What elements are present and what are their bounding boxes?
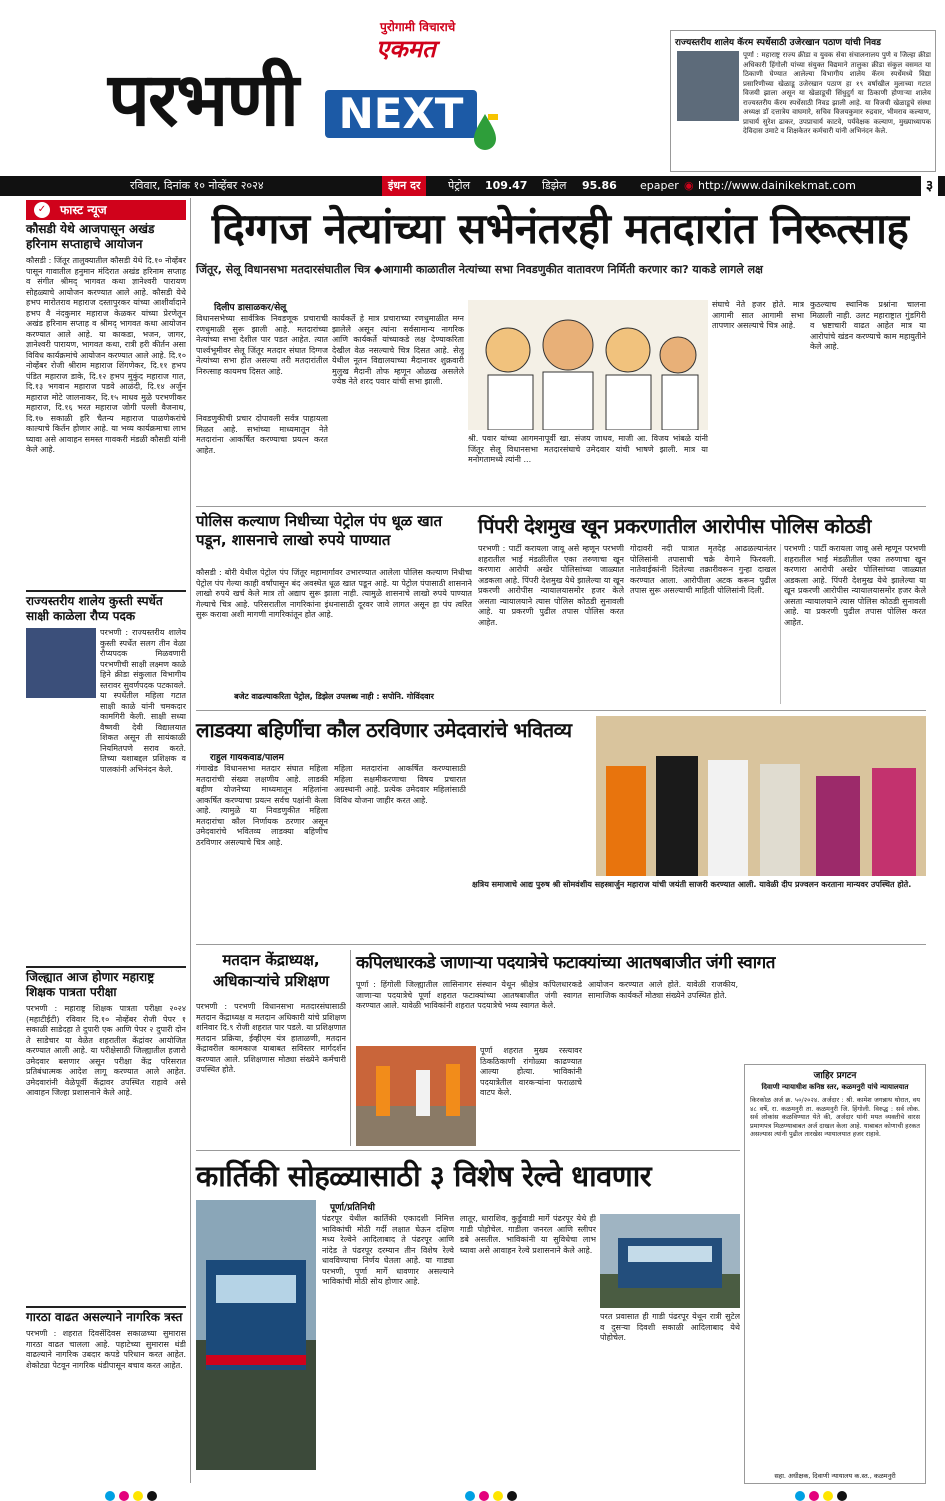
kapildhar-story-headline: कपिलधारकडे जाणाऱ्या पदयात्रेचे फटाक्यांच्या आतषबाजीत जंगी स्वागत [356, 953, 775, 973]
divider [26, 1306, 186, 1308]
column-rule [350, 950, 351, 1146]
pimpri-story-body-3: परभणी : पार्टी करायला जावू असे म्हणून परभणी शहरातील भाई मंडळीतील एका तरुणाचा खून करणारा आरोपी अखेर पोलिसांच्या जाळ्यात अडकला आहे. पिंपरी देशमुख येथे झालेल्या या खून प्रकरणी आरोपीस न्यायालयासमोर हजर केले असता न्यायालयाने त्यास पोलिस कोठडी सुनावली आहे. या प्रकरणी पुढील तपास पोलिस करत आहेत. [784, 544, 926, 627]
fast-news-item-2 [26, 594, 186, 894]
rail-story-body-2: लातूर, धाराशिव, कुर्डुवाडी मार्गे पंढरपूर येथे ही गाडी पोहोचेल. गाडीला जनरल आणि स्लीपर डबे असतील. भाविकांनी या सुविधेचा लाभ घ्यावा असे आवाहन रेल्वे प्रशासनाने केले आहे. [460, 1214, 596, 1255]
top-news-photo [677, 51, 739, 121]
rail-story-body: पंढरपूर येथील कार्तिकी एकादशी निमित्त भाविकांची मोठी गर्दी लक्षात घेऊन दक्षिण मध्य रेल्वेने आदिलाबाद ते पंढरपूर आणि नांदेड ते पंढरपूर दरम्यान तीन विशेष रेल्वे धावविण्याचा निर्णय घेतला आहे. या गाड्या परभणी, पूर्णा मार्गे धावणार असल्याने भाविकांची मोठी सोय होणार आहे. [322, 1214, 454, 1286]
kapildhar-photo [356, 1046, 476, 1146]
petrol-story-body: कौसडी : बोरी येथील पेट्रोल पंप जिंतूर महामार्गावर उभारण्यात आलेला पोलिस कल्याण निधीचा पेट्रोल पंप गेल्या काही वर्षांपासून बंद अवस्थेत धूळ खात पडून आहे. या पेट्रोल पंपासाठी शासनाने लाखो रुपये खर्च केले मात्र तो अद्याप सुरू झाला नाही. त्यामुळे शासनाचे लाखो रुपये पाण्यात गेल्याचे चित्र आहे. परिसरातील नागरिकांना इंधनासाठी दूरवर जावे लागत असून हा पंप त्वरित सुरू करावा अशी मागणी नागरिकांतून होत आहे. [196, 568, 472, 619]
fast-news-item-title: कौसडी येथे आजपासून अखंड हरिनाम सप्ताहाचे आयोजन [26, 222, 155, 251]
booth-story-body: परभणी : परभणी विधानसभा मतदारसंघासाठी मतदान केंद्राध्यक्ष व मतदान अधिकारी यांचे प्रशिक्षण शनिवार दि.९ रोजी शहरात पार पडले. या प्रशिक्षणात मतदान प्रक्रिया, ईव्हीएम यंत्र हाताळणी, मतदान केंद्रावरील कामकाज याबाबत सविस्तर मार्गदर्शन करण्यात आले. प्रशिक्षणास मोठ्या संख्येने कर्मचारी उपस्थित होते. [196, 1002, 346, 1074]
ladki-story-byline: राहुल गायकवाड/पालम [210, 753, 284, 763]
column-rule [190, 198, 191, 1483]
fast-news-item-4 [26, 1310, 186, 1475]
rail-story-headline: कार्तिकी सोहळ्यासाठी ३ विशेष रेल्वे धावणार [196, 1159, 652, 1193]
diesel-value: 95.86 [582, 179, 617, 192]
lead-col-3: संघाचे नेते हजर होते. मात्र आगामी सात आगामी सभा तापणार असल्याचे चित्र आहे. [712, 300, 804, 330]
pimpri-thin-rule [780, 544, 781, 704]
divider [26, 590, 186, 592]
lead-cartoon [468, 300, 708, 430]
rail-story-body-3: परत प्रवासात ही गाडी पंढरपूर येथून रात्री सुटेल व दुसऱ्या दिवशी सकाळी आदिलाबाद येथे पोहोचेल. [600, 1312, 740, 1342]
lead-subhead: जिंतूर, सेलू विधानसभा मतदारसंघातील चित्र ◆आगामी काळातील नेत्यांच्या सभा निवडणुकीत वातावरण निर्मिती करणार का? याकडे लागले लक्ष [196, 263, 763, 276]
fast-news-item-1 [26, 222, 186, 567]
fast-news-item-body: परभणी : महाराष्ट्र शिक्षक पात्रता परीक्षा २०२४ (महाटीईटी) रविवार दि.१० नोव्हेंबर रोजी पेपर १ सकाळी साडेदहा ते दुपारी एक आणि पेपर २ दुपारी दोन ते साडेचार या वेळेत शहरातील केंद्रांवर आयोजित करण्यात आली आहे. या परीक्षेसाठी जिल्ह्यातील हजारो उमेदवार बसणार असून परीक्षा केंद्र परिसरात प्रतिबंधात्मक आदेश लागू करण्यात आले आहेत. उमेदवारांनी वेळेपूर्वी केंद्रावर उपस्थित राहावे असे आवाहन जिल्हा प्रशासनाने केले आहे. [26, 1004, 186, 1097]
fuel-drop-icon [470, 112, 500, 152]
pimpri-story-body-2: गोदावरी नदी पात्रात मृतदेह आढळल्यानंतर पोलिसांनी तपासाची चक्रे वेगाने फिरवली. नातेवाईकांनी दिलेल्या तक्रारीवरून गुन्हा दाखल करण्यात आला. आरोपीला अटक करून पुढील तपास सुरू असल्याची माहिती पोलिसांनी दिली. [630, 544, 776, 595]
divider [196, 506, 926, 507]
divider [26, 966, 186, 968]
petrol-value: 109.47 [485, 179, 528, 192]
ladki-photo-caption: क्षत्रिय समाजाचे आद्य पुरुष श्री सोमवंशीय सहस्त्रार्जुन महाराज यांची जयंती साजरी करण्यात आली. यावेळी दीप प्रज्वलन करताना मान्यवर उपस्थित होते. [472, 880, 912, 889]
fast-news-item-title: जिल्ह्यात आज होणार महाराष्ट्र शिक्षक पात्रता परीक्षा [26, 970, 155, 999]
fast-news-icon: ✓ [34, 202, 50, 218]
pimpri-story-body: परभणी : पार्टी करायला जावू असे म्हणून परभणी शहरातील भाई मंडळीतील एका तरुणाचा खून करणारा आरोपी अखेर पोलिसांच्या जाळ्यात अडकला आहे. पिंपरी देशमुख येथे झालेल्या या खून प्रकरणी आरोपीस न्यायालयासमोर हजर केले असता न्यायालयाने त्यास पोलिस कोठडी सुनावली आहे. या प्रकरणी पुढील तपास पोलिस करत आहेत. [478, 544, 624, 627]
court-notice-footer: सहा. अधीक्षक, दिवाणी न्यायालय क.स्त., कळमनुरी [774, 1472, 896, 1480]
petrol-story-headline: पोलिस कल्याण निधीच्या पेट्रोल पंप धूळ खात पडून, शासनाचे लाखो रुपये पाण्यात [196, 512, 443, 549]
kapildhar-story-body-3: आयोजन करण्यात आले होते. यावेळी राजकीय, सामाजिक कार्यकर्ते मोठ्या संख्येने उपस्थित होते. [588, 980, 738, 1000]
ladki-event-photo [596, 716, 926, 876]
lead-col-1-bottom: निवडणुकीची प्रचार दोपावली सर्वत्र पाहायला मिळत आहे. सभांच्या माध्यमातून नेते मतदारांना आकर्षित करण्याचा प्रयत्न करत आहेत. [196, 414, 328, 455]
court-notice-title: जाहिर प्रगटन [813, 1071, 857, 1081]
divider [196, 944, 926, 945]
epaper-label: epaper [640, 179, 679, 192]
fast-news-item-title: गारठा वाढत असल्याने नागरिक त्रस्त [26, 1310, 183, 1324]
pimpri-story-headline: पिंपरी देशमुख खून प्रकरणातील आरोपीस पोलिस कोठडी [478, 514, 871, 538]
lead-byline: दिलीप डासाळकर/सेलू [214, 303, 287, 313]
lead-caption: श्री. पवार यांच्या आगमनापूर्वी खा. संजय जाधव, माजी आ. विजय भांबळे यांनी जिंतूर सेलू विधानसभा मतदारसंघाचे उमेदवार यांची भाषणे झाली. मात्र या मनोगतामध्ये त्यांनी ... [468, 434, 708, 464]
wrestler-photo [26, 628, 96, 698]
date-fuel-bar [0, 176, 945, 196]
rail-story-byline: पूर्णा/प्रतिनिधी [330, 1203, 376, 1213]
fast-news-item-title: राज्यस्तरीय शालेय कुस्ती स्पर्धेत साक्षी काळेला रौप्य पदक [26, 594, 163, 623]
fast-news-label: फास्ट न्यूज [60, 203, 107, 217]
divider [196, 1150, 740, 1151]
epaper-url[interactable]: http://www.dainikekmat.com [698, 179, 856, 192]
petrol-label: पेट्रोल [448, 179, 471, 192]
top-news-body: पूर्णा : महाराष्ट्र राज्य क्रीडा व युवक सेवा संचालनालय पुणे व जिल्हा क्रीडा अधिकारी हिंगोली यांच्या संयुक्त विद्यमाने तालुका क्रीडा संकुल वसमत या ठिकाणी घेण्यात आलेल्या विभागीय शालेय कॅरम स्पर्धेमध्ये विद्या प्रसारिणीच्या खेळाडू उजेरखान पठाण हा १९ वर्षाखील मुलाच्या गटात विजयी झाला असून या खेळाडूची सिंधुदुर्ग या ठिकाणी होणाऱ्या शालेय राज्यस्तरीय कॅरम स्पर्धेसाठी निवड झाली आहे. या विजयी खेळाडूचे संस्था अध्यक्ष डॉ दत्तात्रेय वाघमारे, सचिव विजयकुमार रुद्रवार, भीमराव कल्याण, प्राचार्य सुरेश ढाकर, उपप्राचार्य काटवे, पर्यवेक्षक कल्याण, मुख्याध्यापक देविदास उमाटे व शिक्षकेतर कर्मचारी यांनी अभिनंदन केले. [743, 51, 931, 135]
petrol-story-subhead: बजेट वाढल्याकरिता पेट्रोल, डिझेल उपलब्ध नाही : सपोनि. गोविंदवार [234, 692, 434, 701]
train-photo [196, 1200, 316, 1470]
masthead-title: परभणी [108, 57, 297, 143]
fast-news-item-body: परभणी : राज्यस्तरीय शालेय कुस्ती स्पर्धेत सलग तीन वेळा रौप्यपदक मिळवणारी परभणीची साक्षी लक्ष्मण काळे हिने क्रीडा संकुलात विभागीय स्तरावर सुवर्णपदक पटकावले. या स्पर्धेतील महिला गटात साक्षी काळे यांनी चमकदार कामगिरी केली. साक्षी सध्या वैष्णवी देवी विद्यालयात शिकत असून ती सायंकाळी नियमितपणे सराव करते. तिच्या यशाबद्दल प्रशिक्षक व पालकांनी अभिनंदन केले. [100, 628, 186, 774]
fast-news-item-body: परभणी : शहरात दिवसेंदिवस सकाळच्या सुमारास गारठा वाढत चालला आहे. पहाटेच्या सुमारास थंडी वाढल्याने नागरिक उबदार कपडे परिधान करत आहेत. शेकोट्या पेटवून नागरिक थंडीपासून बचाव करत आहेत. [26, 1329, 186, 1370]
booth-story-headline: मतदान केंद्राध्यक्ष, अधिकाऱ्यांचे प्रशिक्षण [212, 951, 330, 990]
masthead-tagline: पुरोगामी विचाराचे [380, 20, 456, 34]
page-number: ३ [918, 176, 938, 196]
fast-news-item-3 [26, 970, 186, 1300]
masthead-next-logo: NEXT [325, 90, 477, 138]
lead-col-1: विधानसभेच्या सार्वत्रिक निवडणूक प्रचाराची रणधुमाळी सुरू झाली आहे. मतदारांच्या नेत्यांच्या सभा देशील पार पडत आहेत. त्यात पार्श्वभूमीवर सेलू जिंतूर मतदार संघात दिग्गज नेत्यांच्या सभा होत असल्या तरी मतदारांतील निरुत्साह कायमच दिसत आहे. [196, 314, 328, 376]
lead-headline: दिग्गज नेत्यांच्या सभेनंतरही मतदारांत निरूत्साह [211, 204, 909, 253]
court-notice-subtitle: दिवाणी न्यायाधीश कनिष्ठ स्तर, कळमनुरी यांचे न्यायालयात [761, 1083, 909, 1091]
divider [196, 710, 926, 711]
globe-icon: ◉ [684, 179, 694, 192]
fuel-label: इंधन दर [382, 176, 426, 196]
rail-train-photo-2 [600, 1214, 740, 1308]
lead-col-4: कुठल्याच स्थानिक प्रश्नांना चालना मिळाली नाही. उलट महाराष्ट्रात गुंडगिरी व भ्रष्टाचारी वाढत आहेत मात्र या आरोपांचे खंडन करण्याचे काम महायुतीने केले आहे. [810, 300, 926, 351]
ladki-story-body: गंगाखेड विधानसभा मतदार संघात महिला मतदारांची संख्या लक्षणीय आहे. लाडकी बहीण योजनेच्या माध्यमातून महिलांना आकर्षित करण्याचा प्रयत्न सर्वच पक्षांनी केला आहे. त्यामुळे या निवडणुकीत महिला मतदारांचा कौल निर्णायक ठरणार असून उमेदवारांचे भवितव्य लाडक्या बहिणीच ठरविणार असल्याचे चित्र आहे. [196, 764, 328, 847]
court-notice-box [744, 1064, 926, 1484]
top-news-box [670, 30, 936, 172]
diesel-label: डिझेल [542, 179, 567, 192]
ladki-story-headline: लाडक्या बहिणींचा कौल ठरविणार उमेदवारांचे भवितव्य [196, 718, 572, 742]
print-registration-marks [0, 1488, 945, 1501]
ladki-story-body-2: महिला मतदारांना आकर्षित करण्यासाठी महिला सक्षमीकरणाचा विषय प्रचारात अग्रस्थानी आहे. प्रत्येक उमेदवार महिलांसाठी विविध योजना जाहीर करत आहे. [334, 764, 466, 805]
top-news-title: राज्यस्तरीय शालेय कॅरम स्पर्धेसाठी उजेरखान पठाण यांची निवड [675, 38, 881, 48]
kapildhar-story-body: पूर्णा : हिंगोली जिल्ह्यातील लासिनागर संस्थान येथून श्रीक्षेत्र कपिलधारकडे जाणाऱ्या पदयात्रेचे पूर्णा शहरात फटाक्यांच्या आतषबाजीत जंगी स्वागत करण्यात आले. यावेळी भाविकांनी शहरात पदयात्रेचे भव्य स्वागत केले. [356, 980, 582, 1010]
court-notice-body: किरकोळ अर्ज क्र. ५०/२०२४. अर्जदार : श्री. कामेश जगन्नाथ थोरात, वय ४८ वर्षे, रा. कळमनुरी ता. कळमनुरी जि. हिंगोली. विरुद्ध : सर्व लोक. सर्व लोकांस कळविण्यात येते की, अर्जदार यांनी मयत व्यक्तीचे वारस प्रमाणपत्र मिळण्याबाबत अर्ज दाखल केला आहे. याबाबत कोणाची हरकत असल्यास त्यांनी पुढील तारखेस न्यायालयात हजर राहावे. [750, 1096, 920, 1138]
masthead-lokmat-logo: एकमत [376, 34, 436, 63]
fast-news-item-body: कौसडी : जिंतूर तालुक्यातील कौसडी येथे दि.१० नोव्हेंबर पासून गावातील हनुमान मंदिरात अखंड हरिनाम सप्ताह व संगीत श्रीमद् भागवत कथा ज्ञानेश्वरी पारायण सोहळ्याचे आयोजन करण्यात आले आहे. कौसडी येथे हभप मारोतराव महाराज दस्तापुरकर यांच्या आशीर्वादाने हभप वै नंदकुमार महाराज केळकर यांच्या प्रेरणेतून अखंड हरिनाम सप्ताह व श्रीमद् भागवत कथा आयोजन करण्यात आले आहे. या काकडा, भजन, जागर, ज्ञानेश्वरी पारायण, भागवत कथा, रात्री हरी कीर्तन असा विविध कार्यक्रमांचे आयोजन करण्यात आले आहे. दि.१० नोव्हेंबर रोजी श्रीराम महाराज शिंगणेकर, दि.११ हभप पंडित महाराज डाके, दि.१२ हभप मुकुंद महाराज गात, दि.१३ भगवान महाराज पडवे आळंदी, दि.१४ अर्जुन महाराज मोटे जालनाकर, दि.१५ माधव मुळे परभणीकर महाराज, दि.१६ भरत महाराज जोगी पल्ली वैजनाथ, दि.१७ सकाळी हरि चैतन्य महाराज पाळणेकरांचे काल्याचे किर्तन होणार आहे. या भव्य कार्यक्रमाचा लाभ घ्यावा असे आवाहन समस्त गावकरी मंडळी कौसडी यांनी केले आहे. [26, 256, 186, 454]
kapildhar-story-body-2: पूर्णा शहरात मुख्य रस्त्यावर ठिकठिकाणी रांगोळ्या काढण्यात आल्या होत्या. भाविकांनी पदयात्रेतील वारकऱ्यांना फराळाचे वाटप केले. [480, 1046, 582, 1097]
date-line: रविवार, दिनांक १० नोव्हेंबर २०२४ [130, 179, 264, 192]
fast-news-header [26, 200, 186, 220]
lead-col-2: कार्यकर्ते हे मात्र प्रचाराच्या रणधुमाळीत मग्न झालेले असून त्यांना सर्वसामान्य नागरिक आणि कार्यकर्ते यांच्याकडे लक्ष देण्याकरिता देखील वेळ नसल्याचे चित्र दिसत आहे. सेलू येथील नूतन विद्यालयाच्या मैदानावर शुक्रवारी मुलुख मैदानी तोफ म्हणून ओळख असलेले ज्येष्ठ नेते शरद पवार यांची सभा झाली. [332, 314, 464, 386]
